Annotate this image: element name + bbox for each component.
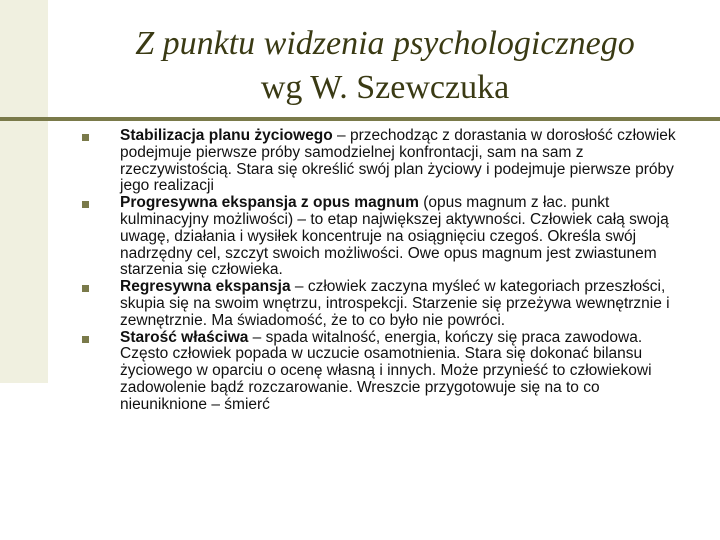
item-term: Stabilizacja planu życiowego — [120, 127, 333, 144]
title-divider — [0, 117, 720, 121]
left-accent-band — [0, 0, 48, 383]
item-term: Progresywna ekspansja z opus magnum — [120, 194, 419, 212]
item-term: Regresywna ekspansja — [120, 278, 291, 296]
list-item — [82, 128, 682, 195]
slide-title — [60, 22, 710, 110]
item-text: – przechodząc z dorastania w dorosłość człowiek podejmuje pierwsze próby samodzielnej konfrontacji, sam na sam z rzeczywistością. Stara się określić swój plan życiowy i podejmuje pierwsze próby jego realizacji — [120, 127, 676, 195]
title-line-1: Z punktu widzenia psychologicznego — [135, 25, 635, 62]
title-line-2: wg W. Szewczuka — [260, 69, 510, 106]
bullet-list — [82, 128, 682, 414]
item-text: – spada witalność, energia, kończy się praca zawodowa. Często człowiek popada w uczucie osamotnienia. Stara się dokonać bilansu życiowego w oparciu o ocenę własną i innych. Może przynieść to człowiekowi zadowolenie bądź rozczarowanie. Wreszcie przygotowuje się na to co nieuniknione – śmierć — [120, 328, 652, 413]
item-text: (opus magnum z łac. punkt kulminacyjny możliwości) – to etap największej aktywności. Człowiek całą swoją uwagę, działania i wysiłek koncentruje na osiągnięciu czegoś. Określa swój nadrzędny cel, szczyt swoich możliwości. Owe opus magnum jest zwiastunem starzenia się człowieka. — [120, 194, 669, 279]
list-item — [82, 279, 682, 329]
square-bullet-icon — [82, 285, 89, 292]
list-item — [82, 195, 682, 279]
item-text: – człowiek zaczyna myśleć w kategoriach przeszłości, skupia się na swoim wnętrzu, introspekcji. Starzenie się przeżywa wewnętrznie i zewnętrznie. Ma świadomość, że to co było nie powróci. — [120, 278, 670, 329]
square-bullet-icon — [82, 336, 89, 343]
square-bullet-icon — [82, 134, 89, 141]
item-term: Starość właściwa — [120, 328, 249, 346]
list-item — [82, 330, 682, 414]
square-bullet-icon — [82, 201, 89, 208]
